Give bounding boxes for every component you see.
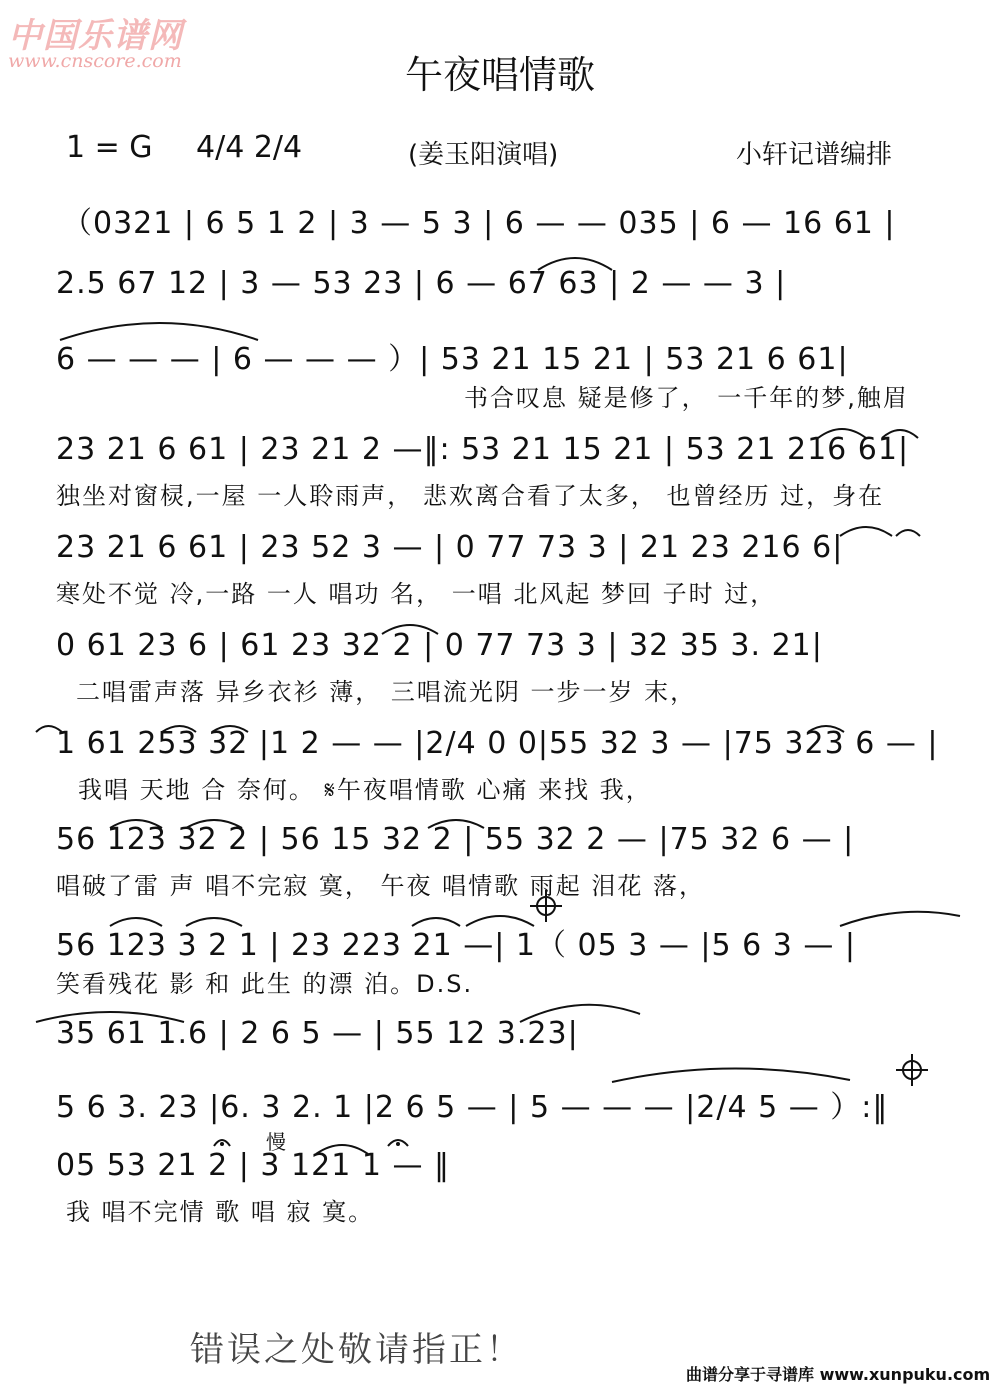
score-line-7-notes: 1 61 253 32 |1 2 — — |2/4 0 0|55 32 3 — |75 323 6 — |: [56, 726, 939, 761]
score-line-5-notes: 23 21 6 61 | 23 52 3 — | 0 77 73 3 | 21 23 216 6|: [56, 530, 844, 565]
score-line-3-notes: 6 — — — | 6 — — — ）| 53 21 15 21 | 53 21 6 61|: [56, 342, 849, 377]
footer-note: 错误之处敬请指正！: [190, 1330, 523, 1370]
score-line-9-lyrics: 笑看残花 影 和 此生 的漂 泊。D.S.: [56, 970, 474, 998]
score-line-7-lyrics: 我唱 天地 合 奈何。 𝄋午夜唱情歌 心痛 来找 我，: [78, 776, 652, 804]
score-line-8-notes: 56 123 32 2 | 56 15 32 2 | 55 32 2 — |75 32 6 — |: [56, 822, 855, 857]
score-line-6-notes: 0 61 23 6 | 61 23 32 2 | 0 77 73 3 | 32 35 3. 21|: [56, 628, 823, 663]
score-line-3-lyrics: 书合叹息 疑是修了， 一千年的梦,触眉: [464, 384, 909, 412]
score-line-5-lyrics: 寒处不觉 冷,一路 一人 唱功 名， 一唱 北风起 梦回 子时 过，: [56, 580, 777, 608]
score-line-9-notes: 56 123 3 2 1 | 23 223 21 —| 1（ 05 3 — |5 6 3 — |: [56, 928, 856, 963]
score-line-12-notes: 05 53 21 2 | 3 121 1 — ‖: [56, 1148, 450, 1183]
source-credit: 曲谱分享于寻谱库 www.xunpuku.com: [686, 1365, 991, 1384]
score-line-8-lyrics: 唱破了雷 声 唱不完寂 寞， 午夜 唱情歌 雨起 泪花 落，: [56, 872, 706, 900]
score-line-2-notes: 2.5 67 12 | 3 — 53 23 | 6 — 67 63 | 2 — — 3 |: [56, 266, 787, 301]
arranger: 小轩记谱编排: [736, 140, 893, 170]
key-signature: 1 = G: [66, 130, 153, 165]
tempo-mark: 慢: [266, 1130, 286, 1154]
time-signatures: 4/4 2/4: [196, 130, 303, 165]
score-line-6-lyrics: 二唱雷声落 异乡衣衫 薄， 三唱流光阴 一步一岁 末，: [76, 678, 697, 706]
song-title: 午夜唱情歌: [404, 53, 595, 97]
score-line-12-lyrics: 我 唱不完情 歌 唱 寂 寞。: [66, 1198, 375, 1226]
watermark-logo: 中国乐谱网: [8, 16, 183, 56]
watermark-url: www.cnscore.com: [8, 50, 182, 72]
score-line-4-notes: 23 21 6 61 | 23 21 2 —‖: 53 21 15 21 | 53 21 216 61|: [56, 432, 910, 467]
score-line-4-lyrics: 独坐对窗棂,一屋 一人聆雨声， 悲欢离合看了太多， 也曾经历 过，身在: [56, 482, 885, 510]
score-line-1-notes: （0321 | 6 5 1 2 | 3 — 5 3 | 6 — — 035 | 6 — 16 61 |: [62, 206, 896, 241]
performer: (姜玉阳演唱): [408, 140, 559, 170]
score-line-10-notes: 35 61 1.6 | 2 6 5 — | 55 12 3.23|: [56, 1016, 579, 1051]
score-line-11-notes: 5 6 3. 23 |6. 3 2. 1 |2 6 5 — | 5 — — — |2/4 5 — ）:‖: [56, 1090, 889, 1125]
